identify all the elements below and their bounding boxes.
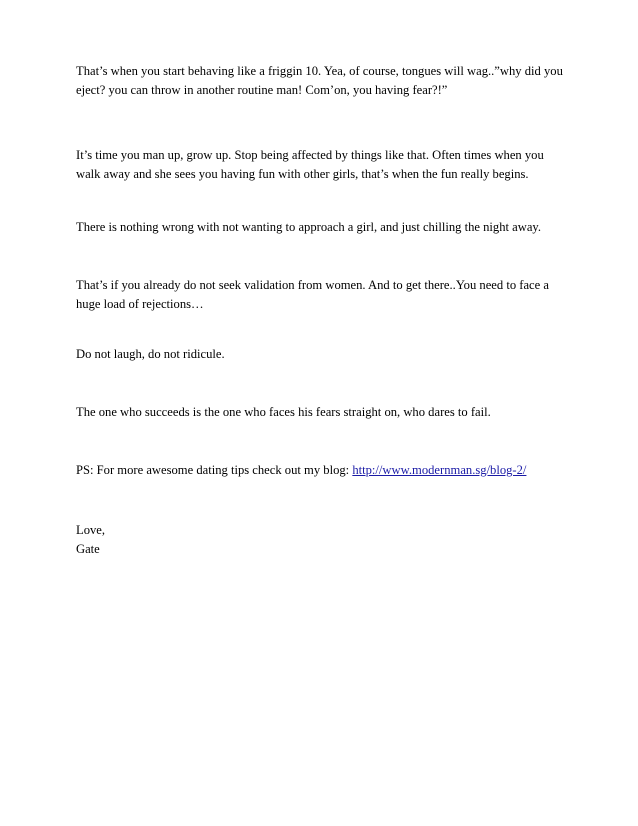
- paragraph-signoff: [76, 521, 566, 559]
- ps-line: [76, 461, 566, 480]
- paragraph-do-not-laugh: [76, 345, 566, 364]
- text-line: It’s time you man up, grow up. Stop being affected by things like that. Often times when you: [76, 148, 544, 162]
- text-line: That’s if you already do not seek validation from women. And to get there..You need to face a: [76, 278, 549, 292]
- text-line: There is nothing wrong with not wanting to approach a girl, and just chilling the night away.: [76, 220, 542, 234]
- signoff-line: Love,: [76, 523, 106, 537]
- text-line: Do not laugh, do not ridicule.: [76, 347, 225, 361]
- text-line: That’s when you start behaving like a friggin 10. Yea, of course, tongues will wag..”why did you: [76, 64, 563, 78]
- text-line: walk away and she sees you having fun with other girls, that’s when the fun really begins.: [76, 167, 529, 181]
- paragraph-man-up: [76, 146, 566, 184]
- text-line: eject? you can throw in another routine man! Com’on, you having fear?!”: [76, 83, 448, 97]
- paragraph-behaving: [76, 62, 566, 100]
- paragraph-ps: [76, 461, 566, 480]
- text-line: The one who succeeds is the one who faces his fears straight on, who dares to fail.: [76, 405, 491, 419]
- ps-text: PS: For more awesome dating tips check out my blog:: [76, 463, 353, 477]
- paragraph-succeeds: [76, 403, 566, 422]
- paragraph-validation: [76, 276, 566, 314]
- text-line: huge load of rejections…: [76, 297, 204, 311]
- signature-name: Gate: [76, 542, 100, 556]
- paragraph-nothing-wrong: [76, 218, 566, 237]
- blog-link[interactable]: http://www.modernman.sg/blog-2/: [352, 463, 527, 477]
